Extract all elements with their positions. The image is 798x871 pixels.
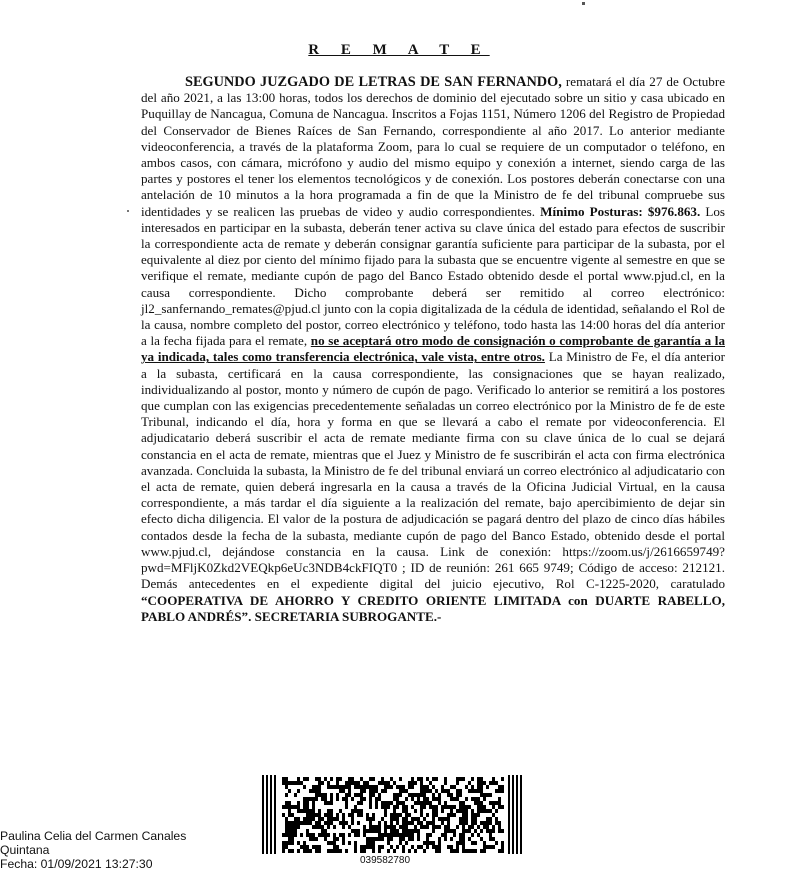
payment-warning: no se aceptará otro modo de consignación o comprobante de garantía a la ya indicada, tales como transferencia electrónica, vale vista, entre otros. <box>141 333 725 365</box>
scan-mark <box>127 210 129 212</box>
case-caption: “COOPERATIVA DE AHORRO Y CREDITO ORIENTE LIMITADA con DUARTE RABELLO, PABLO ANDRÉS”. SECRETARIA SUBROGANTE.- <box>141 592 725 624</box>
signature-date: Fecha: 01/09/2021 13:27:30 <box>0 857 153 871</box>
document-title: R E M A T E <box>308 42 490 58</box>
auction-notice-body <box>141 74 725 625</box>
barcode <box>262 775 522 866</box>
notice-text-part-1: rematará el día 27 de Octubre del año 2021, a las 13:00 horas, todos los derechos de dominio del ejecutado sobre un sitio y casa ubicado en Puquillay de Nancagua, Comuna de Nancagua. Inscritos a Fojas 1151, Número 1206 del Registro de Propiedad del Conservador de Bienes Raíces de San Fernando, correspondiente al año 2017. Lo anterior mediante videoconferencia, a través de la plataforma Zoom, para lo cual se requiere de un computador o teléfono, en ambos casos, con cámara, micrófono y audio del mismo equipo y conexión a internet, siendo carga de las partes y postores el tener los elementos tecnológicos y de conexión. Los postores deberán conectarse con una antelación de 10 minutos a la hora programada a fin de que la Ministro de fe del tribunal compruebe sus identidades y se realicen las pruebas de video y audio correspondientes. <box>141 74 726 219</box>
signer-name: Paulina Celia del Carmen Canales <box>0 829 187 843</box>
electronic-signature <box>0 829 186 871</box>
notice-text-part-3: La Ministro de Fe, el día anterior a la subasta, certificará en la causa correspondiente, las consignaciones que se hayan realizado, individualizando al postor, monto y número de cupón de pago. Verificado lo anterior se remitirá a los postores que cumplan con las exigencias precedentemente señaladas un correo electrónico por la Ministro de fe de este Tribunal, indicando el día, hora y forma en que se llevará a cabo el remate por videoconferencia. El adjudicatario deberá suscribir el acta de remate mediante firma con su clave única de lo cual se dejará constancia en el acta de remate, mientras que el Juez y Ministro de fe suscribirán el acta con firma electrónica avanzada. Concluida la subasta, la Ministro de fe del tribunal enviará un correo electrónico al adjudicatario con el acta de remate, quien deberá ingresarla en la causa a través de la Oficina Judicial Virtual, en la causa correspondiente, a más tardar el día siguiente a la realización del remate, bajo apercibimiento de dejar sin efecto dicha diligencia. El valor de la postura de adjudicación se pagará dentro del plazo de cinco días hábiles contados desde la fecha de la subasta, mediante cupón de pago del Banco Estado, obtenido desde el portal www.pjud.cl, dejándose constancia en la causa. Link de conexión: https://zoom.us/j/2616659749?pwd=MFljK0Zkd2VEQkp6eUc3NDB4ckFIQT0 ; ID de reunión: 261 665 9749; Código de acceso: 212121. Demás antecedentes en el expediente digital del juicio ejecutivo, Rol C-1225-2020, caratulado <box>141 349 726 592</box>
barcode-number: 039582780 <box>360 855 411 866</box>
signer-surname: Quintana <box>0 843 50 857</box>
court-name: SEGUNDO JUZGADO DE LETRAS DE SAN FERNANDO, <box>185 74 562 90</box>
scan-mark <box>582 2 585 5</box>
notice-text-part-2: Los interesados en participar en la subasta, deberán tener activa su clave única del estado para efectos de suscribir la correspondiente acta de remate y deberán consignar garantía suficiente para participar de la subasta, por el equivalente al diez por ciento del mínimo fijado para la subasta que se encuentre vigente al semestre en que se verifique el remate, mediante cupón de pago del Banco Estado obtenido desde el portal www.pjud.cl, en la causa correspondiente. Dicho comprobante deberá ser remitido al correo electrónico: jl2_sanfernando_remates@pjud.cl junto con la copia digitalizada de la cédula de identidad, señalando el Rol de la causa, nombre completo del postor, correo electrónico y teléfono, todo hasta las 14:00 horas del día anterior a la fecha fijada para el remate, <box>141 203 725 349</box>
minimum-bid: Mínimo Posturas: $976.863. <box>540 203 701 219</box>
